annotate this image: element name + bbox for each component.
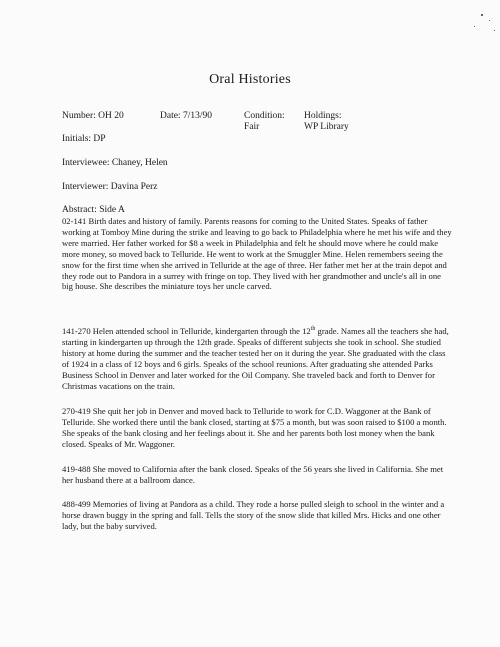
interviewer-field: Interviewer: Davina Perz bbox=[62, 182, 158, 192]
interviewee-field: Interviewee: Chaney, Helen bbox=[62, 158, 168, 168]
condition-label: Condition: bbox=[244, 111, 285, 121]
holdings-field bbox=[304, 111, 349, 133]
abstract-paragraph: 02-141 Birth dates and history of family. Parents reasons for coming to the United States. Speaks of father working at Tomboy Mine during the strike and leaving to go back to Philadelphia where he met his wife and they were married. Her father worked for $8 a week in Philadelphia and felt he should move where he could make more money, so moved back to Telluride. He went to work at the Smuggler Mine. Helen remembers seeing the snow for the first time when she arrived in Telluride at the age of three. Her father met her at the train depot and they rode out to Pandora in a surrey with fringe on top. They lived with her grandmother and uncle's all in one big house. She describes the miniature toys her uncle carved. bbox=[62, 216, 452, 292]
abstract-label: Abstract: Side A bbox=[62, 205, 125, 215]
abstract-paragraph: 488-499 Memories of living at Pandora as a child. They rode a horse pulled sleigh to school in the winter and a horse drawn buggy in the spring and fall. Tells the story of the snow slide that killed Mrs. Hicks and one other lady, but the baby survived. bbox=[62, 499, 445, 531]
scan-speck bbox=[494, 30, 495, 31]
condition-value: Fair bbox=[244, 122, 260, 132]
scan-speck bbox=[481, 14, 483, 16]
scan-speck bbox=[474, 26, 475, 27]
record-date: Date: 7/13/90 bbox=[160, 111, 212, 121]
holdings-label: Holdings: bbox=[304, 111, 342, 121]
abstract-paragraph: 141-270 Helen attended school in Telluride, kindergarten through the 12th grade. Names all the teachers she had, starting in kindergarten up through the 12th grade. Speaks of different subjects she took in school. She studied history at home during the summer and the teacher tested her on it during the year. She graduated with the class of 1924 in a class of 12 boys and 6 girls. Speaks of the school reunions. After graduating she attended Parks Business School in Denver and later worked for the Oil Company. She traveled back and forth to Denver for Christmas vacations on the train. bbox=[62, 326, 449, 391]
initials-field: Initials: DP bbox=[62, 134, 106, 144]
scan-speck bbox=[489, 20, 490, 21]
abstract-paragraph: 419-488 She moved to California after the bank closed. Speaks of the 56 years she lived in California. She met her husband there at a ballroom dance. bbox=[62, 464, 444, 485]
ordinal-suffix: th bbox=[310, 326, 316, 333]
abstract-paragraph: 270-419 She quit her job in Denver and moved back to Telluride to work for C.D. Waggoner at the Bank of Telluride. She worked there until the bank closed, starting at $75 a month, but was soon raised to $100 a month. She speaks of the bank closing and her feelings about it. She and her parents both lost money when the bank closed. Speaks of Mr. Waggoner. bbox=[62, 406, 447, 449]
condition-field bbox=[244, 111, 285, 133]
record-number: Number: OH 20 bbox=[62, 111, 124, 121]
document-title: Oral Histories bbox=[209, 72, 291, 87]
holdings-value: WP Library bbox=[304, 122, 349, 132]
